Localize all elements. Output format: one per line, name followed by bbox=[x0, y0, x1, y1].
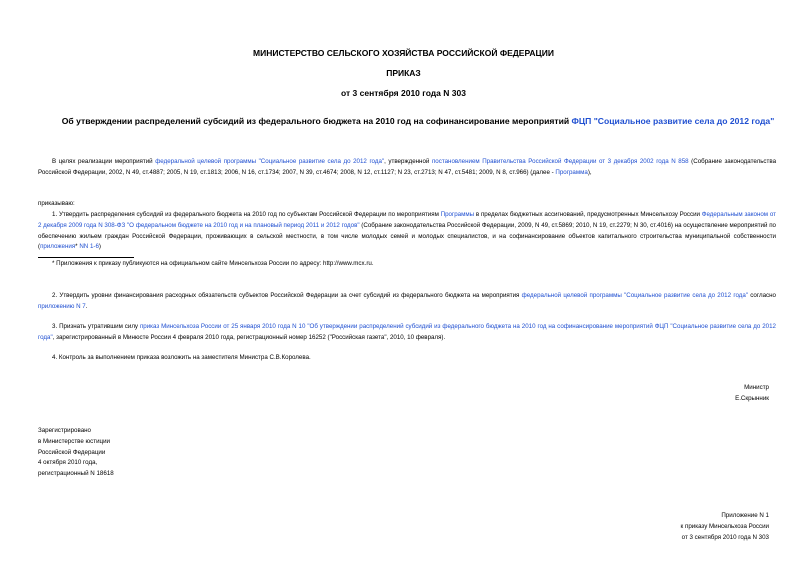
footnote-divider bbox=[38, 257, 134, 258]
order-word: приказываю: bbox=[38, 200, 75, 207]
appendix-line-1: Приложение N 1 bbox=[721, 512, 769, 519]
appendix-line-2: к приказу Минсельхоза России bbox=[680, 522, 769, 530]
ministry-heading: МИНИСТЕРСТВО СЕЛЬСКОГО ХОЗЯЙСТВА РОССИЙСКОЙ ФЕДЕРАЦИИ bbox=[253, 48, 554, 58]
order-title bbox=[60, 116, 776, 127]
preamble-text-2: , утвержденной bbox=[384, 158, 432, 165]
resolution-link[interactable]: постановлением Правительства Российской Федерации от 3 декабря 2002 года N 858 bbox=[431, 158, 689, 165]
appendices-numbers-link[interactable]: NN 1-6 bbox=[79, 243, 99, 251]
item2-text-2: согласно bbox=[748, 292, 776, 299]
item-1-paragraph bbox=[38, 210, 776, 253]
date-number-heading: от 3 сентября 2010 года N 303 bbox=[341, 88, 466, 98]
registration-line-5: регистрационный N 18618 bbox=[38, 470, 114, 478]
preamble-text-1: В целях реализации мероприятий bbox=[52, 158, 156, 165]
signature-role: Министр bbox=[744, 384, 769, 391]
program-link-3[interactable]: федеральной целевой программы "Социальное развитие села до 2012 года" bbox=[521, 292, 748, 299]
item1-text-5: ) bbox=[98, 243, 101, 251]
item-4-paragraph: 4. Контроль за выполнением приказа возложить на заместителя Министра С.В.Королева. bbox=[52, 354, 311, 361]
doc-type-heading: ПРИКАЗ bbox=[386, 68, 421, 78]
item3-text-1: 3. Признать утратившим силу bbox=[52, 323, 140, 330]
registration-line-1: Зарегистрировано bbox=[38, 427, 91, 434]
signature-block bbox=[735, 383, 769, 405]
appendices-link[interactable]: приложения bbox=[40, 243, 76, 251]
registration-line-2: в Министерстве юстиции bbox=[38, 437, 111, 445]
item3-text-2: , зарегистрированный в Минюсте России 4 февраля 2010 года, регистрационный номер 16252 ("Российская газета", 2010, 10 февраля). bbox=[52, 333, 446, 341]
item1-text-2: в пределах бюджетных ассигнований, предусмотренных Минсельхозу России bbox=[474, 211, 702, 218]
preamble-paragraph bbox=[38, 157, 776, 179]
item-3-paragraph bbox=[38, 322, 776, 344]
title-program-link[interactable]: ФЦП "Социальное развитие села до 2012 года" bbox=[571, 116, 775, 126]
appendix-block bbox=[681, 511, 769, 543]
registration-block bbox=[38, 426, 114, 480]
appendix-line-3: от 3 сентября 2010 года N 303 bbox=[681, 533, 769, 541]
item2-text-3: . bbox=[85, 302, 88, 310]
program-link-2[interactable]: Программы bbox=[440, 211, 475, 218]
item1-text-1: 1. Утвердить распределения субсидий из федерального бюджета на 2010 год по субъектам Российской Федерации по мероприятиям bbox=[52, 211, 441, 218]
item2-text-1: 2. Утвердить уровни финансирования расходных обязательств субъектов Российской Федерации за счет субсидий из федерального бюджета на мероприятия bbox=[52, 292, 522, 299]
registration-line-3: Российской Федерации bbox=[38, 448, 106, 456]
title-text: Об утверждении распределений субсидий из федерального бюджета на 2010 год на софинансирование мероприятий bbox=[61, 116, 572, 126]
appendix-7-link[interactable]: приложению N 7 bbox=[38, 302, 86, 310]
preamble-text-3: (Собрание законодательства Российской Федерации, 2002, N 49, ст.4887; 2005, N 19, ст.1813; 2006, N 16, ст.1734; 2007, N 39, ст.4674; 2008, N 12, ст.1127; N 23, ст.2713; N 47, ст.5481; 2009, N 8, ст.966) (далее - bbox=[38, 158, 777, 176]
item1-text-3: (Собрание законодательства Российской Федерации, 2009, N 49, ст.5869; 2010, N 19, ст.2279; N 30, ст.4016) на осуществление мероприятий по обеспечению жильем граждан Российской Федерации, проживающих в сельской местности, в том числе молодых семей и молодых специалистов, и на софинансирование объектов капитального строительства муниципальной собственности ( bbox=[38, 221, 776, 251]
footnote: * Приложения к приказу публикуются на официальном сайте Минсельхоза России по адресу: http://www.mcx.ru. bbox=[52, 260, 374, 267]
item-2-paragraph bbox=[38, 291, 776, 313]
preamble-text-4: ), bbox=[587, 168, 592, 176]
signature-name: Е.Скрынник bbox=[735, 394, 769, 402]
program-short-link[interactable]: Программа bbox=[555, 168, 588, 176]
repealed-order-link[interactable]: приказ Минсельхоза России от 25 января 2010 года N 10 "Об утверждении распределений субсидий из федерального бюджета на 2010 год на софинансирование мероприятий ФЦП "Социальное развитие села до 2012 года" bbox=[38, 323, 776, 341]
item1-text-4: * bbox=[75, 243, 80, 251]
program-link[interactable]: федеральной целевой программы "Социальное развитие села до 2012 года" bbox=[155, 158, 385, 165]
federal-law-link[interactable]: Федеральным законом от 2 декабря 2009 года N 308-ФЗ "О федеральном бюджете на 2010 год и на плановый период 2011 и 2012 годов" bbox=[38, 211, 776, 229]
registration-line-4: 4 октября 2010 года, bbox=[38, 459, 98, 467]
